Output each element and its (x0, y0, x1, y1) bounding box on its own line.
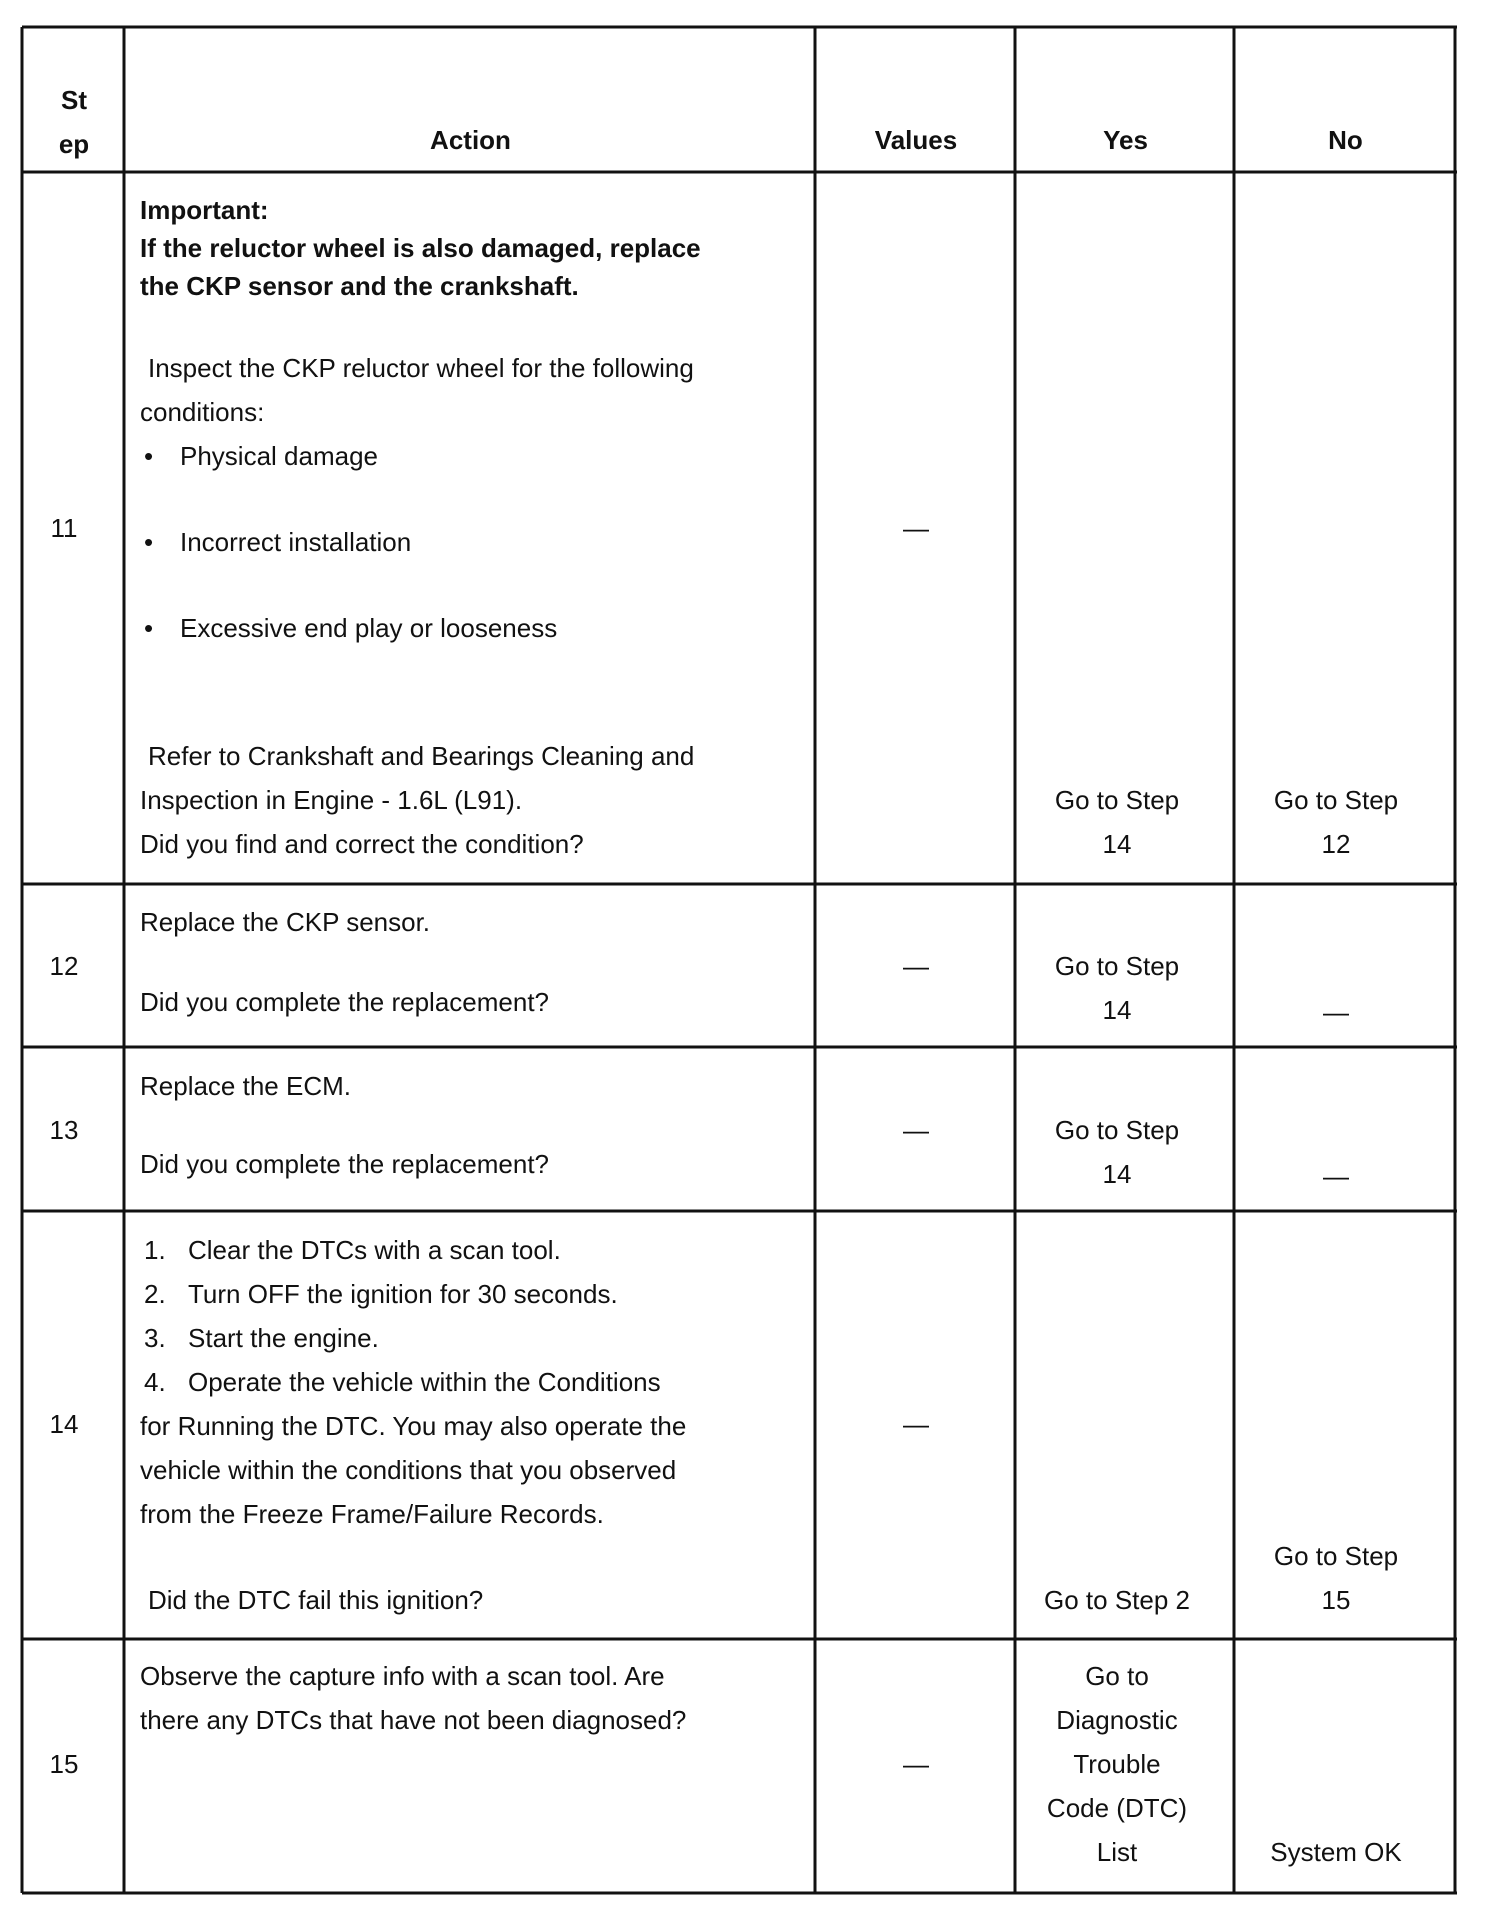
yes-12-line1: Go to Step (1054, 951, 1180, 981)
list-item-text: Start the engine. (188, 1323, 379, 1353)
list-item-number: 3. (144, 1323, 166, 1353)
header-no: No (1328, 125, 1363, 155)
question-12: Did you complete the replacement? (140, 987, 550, 1017)
no-14-line2: 15 (1321, 1585, 1351, 1615)
list-item-text: Operate the vehicle within the Conditions (188, 1367, 661, 1397)
yes-13 (1017, 1108, 1217, 1196)
inspect-text-line1: Inspect the CKP reluctor wheel for the following (148, 353, 694, 383)
values-14: — (903, 1409, 929, 1439)
header-values: Values (874, 125, 958, 155)
step-number-12: 12 (49, 951, 79, 981)
continuation-line1: for Running the DTC. You may also operate the (140, 1411, 687, 1441)
bullet-dot-icon: • (144, 441, 154, 471)
step-number-14: 14 (49, 1409, 79, 1439)
bullet-item: Physical damage (180, 441, 378, 471)
refer-text-line1: Refer to Crankshaft and Bearings Cleaning and (148, 741, 695, 771)
important-label: Important: (140, 195, 269, 225)
header-step (24, 78, 124, 166)
action-text-12: Replace the CKP sensor. (140, 907, 431, 937)
step-number-13: 13 (49, 1115, 79, 1145)
refer-text-line2: Inspection in Engine - 1.6L (L91). (140, 785, 523, 815)
values-15: — (903, 1749, 929, 1779)
yes-15 (1017, 1654, 1217, 1874)
question-14: Did the DTC fail this ignition? (148, 1585, 484, 1615)
bullet-dot-icon: • (144, 527, 154, 557)
bullet-dot-icon: • (144, 613, 154, 643)
list-item-number: 2. (144, 1279, 166, 1309)
inspect-text-line2: conditions: (140, 397, 265, 427)
values-12: — (903, 951, 929, 981)
continuation-line3: from the Freeze Frame/Failure Records. (140, 1499, 604, 1529)
action-cell-14 (140, 0, 810, 1639)
step-number-11: 11 (50, 513, 78, 543)
no-11 (1236, 778, 1436, 866)
yes-15-line3: Trouble (1073, 1749, 1161, 1779)
yes-11-line2: 14 (1102, 829, 1132, 859)
header-yes: Yes (1103, 125, 1148, 155)
bullet-item: Incorrect installation (180, 527, 412, 557)
yes-12 (1017, 944, 1217, 1032)
no-14-line1: Go to Step (1273, 1541, 1399, 1571)
continuation-line2: vehicle within the conditions that you observed (140, 1455, 677, 1485)
no-14 (1236, 1534, 1436, 1622)
no-11-line1: Go to Step (1273, 785, 1399, 815)
action-cell-15 (140, 1654, 810, 1742)
action-text-15-line2: there any DTCs that have not been diagnosed? (140, 1705, 687, 1735)
yes-11 (1017, 778, 1217, 866)
yes-11-line1: Go to Step (1054, 785, 1180, 815)
yes-12-line2: 14 (1102, 995, 1132, 1025)
list-item-number: 1. (144, 1235, 166, 1265)
list-item-text: Turn OFF the ignition for 30 seconds. (188, 1279, 618, 1309)
list-item-text: Clear the DTCs with a scan tool. (188, 1235, 561, 1265)
header-step-line1: St (61, 85, 87, 115)
yes-15-line4: Code (DTC) (1046, 1793, 1188, 1823)
header-step-line2: ep (58, 129, 90, 159)
no-13: — (1323, 1161, 1349, 1191)
yes-15-line1: Go to (1085, 1661, 1149, 1691)
yes-15-line5: List (1096, 1837, 1138, 1867)
important-text-line1: If the reluctor wheel is also damaged, replace (140, 233, 701, 263)
yes-13-line1: Go to Step (1054, 1115, 1180, 1145)
yes-14: Go to Step 2 (1044, 1585, 1190, 1615)
values-13: — (903, 1115, 929, 1145)
step-number-15: 15 (49, 1749, 79, 1779)
values-11: — (903, 513, 929, 543)
no-15: System OK (1270, 1837, 1402, 1867)
yes-13-line2: 14 (1102, 1159, 1132, 1189)
bullet-item: Excessive end play or looseness (180, 613, 558, 643)
no-11-line2: 12 (1321, 829, 1351, 859)
no-12: — (1323, 997, 1349, 1027)
header-action: Action (430, 125, 511, 155)
action-text-13: Replace the ECM. (140, 1071, 351, 1101)
question-13: Did you complete the replacement? (140, 1149, 550, 1179)
action-text-15-line1: Observe the capture info with a scan tool. Are (140, 1661, 665, 1691)
important-text-line2: the CKP sensor and the crankshaft. (140, 271, 579, 301)
yes-15-line2: Diagnostic (1056, 1705, 1178, 1735)
list-item-number: 4. (144, 1367, 166, 1397)
question-11: Did you find and correct the condition? (140, 829, 584, 859)
